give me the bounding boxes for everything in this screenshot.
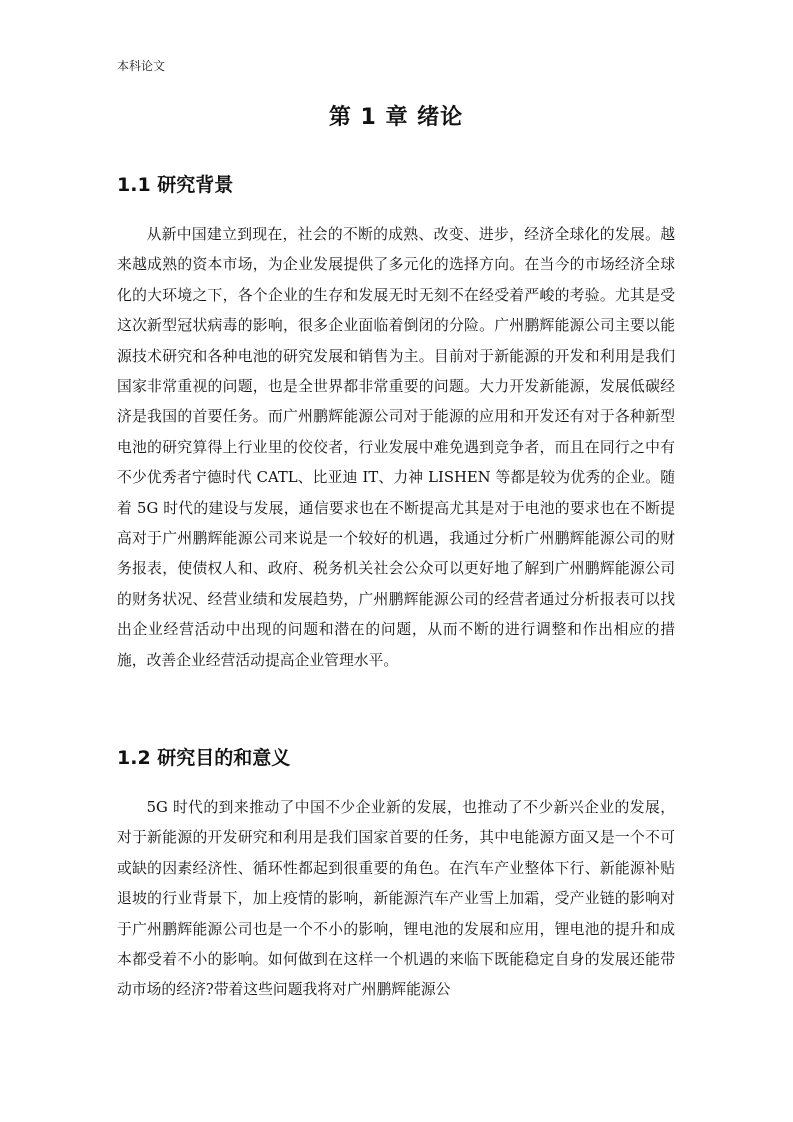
running-header: 本科论文 — [117, 59, 166, 73]
paragraph-research-purpose: 5G 时代的到来推动了中国不少企业新的发展，也推动了不少新兴企业的发展，对于新能源的开发研究和利用是我们国家首要的任务，其中电能源方面又是一个不可或缺的因素经济性、循环性都起到很重要的角色。在汽车产业整体下行、新能源补贴退坡的行业背景下，加上疫情的影响，新能源汽车产业雪上加霜，受产业链的影响对于广州鹏辉能源公司也是一个不小的影响，锂电池的发展和应用，锂电池的提升和成本都受着不小的影响。如何做到在这样一个机遇的来临下既能稳定自身的发展还能带动市场的经济?带着这些问题我将对广州鹏辉能源公 — [117, 799, 675, 999]
chapter-title: 第 1 章 绪论 — [328, 105, 464, 130]
paragraph-research-background: 从新中国建立到现在，社会的不断的成熟、改变、进步，经济全球化的发展。越来越成熟的资本市场，为企业发展提供了多元化的选择方向。在当今的市场经济全球化的大环境之下，各个企业的生存和发展无时无刻不在经受着严峻的考验。尤其是受这次新型冠状病毒的影响，很多企业面临着倒闭的分险。广州鹏辉能源公司主要以能源技术研究和各种电池的研究发展和销售为主。目前对于新能源的开发和利用是我们国家非常重视的问题，也是全世界都非常重要的问题。大力开发新能源，发展低碳经济是我国的首要任务。而广州鹏辉能源公司对于能源的应用和开发还有对于各种新型电池的研究算得上行业里的佼佼者，行业发展中难免遇到竞争者，而且在同行之中有不少优秀者宁德时代 CATL、比亚迪 IT、力神 LISHEN 等都是较为优秀的企业。随着 5G 时代的建设与发展，通信要求也在不断提高尤其是对于电池的要求也在不断提高对于广州鹏辉能源公司来说是一个较好的机遇，我通过分析广州鹏辉能源公司的财务报表，使债权人和、政府、税务机关社会公众可以更好地了解到广州鹏辉能源公司的财务状况、经营业绩和发展趋势，广州鹏辉能源公司的经营者通过分析报表可以找出企业经营活动中出现的问题和潜在的问题，从而不断的进行调整和作出相应的措施，改善企业经营活动提高企业管理水平。 — [117, 226, 675, 669]
header-divider — [117, 79, 675, 80]
section-heading-research-purpose: 1.2 研究目的和意义 — [117, 747, 291, 769]
section-heading-research-background: 1.1 研究背景 — [117, 174, 234, 196]
